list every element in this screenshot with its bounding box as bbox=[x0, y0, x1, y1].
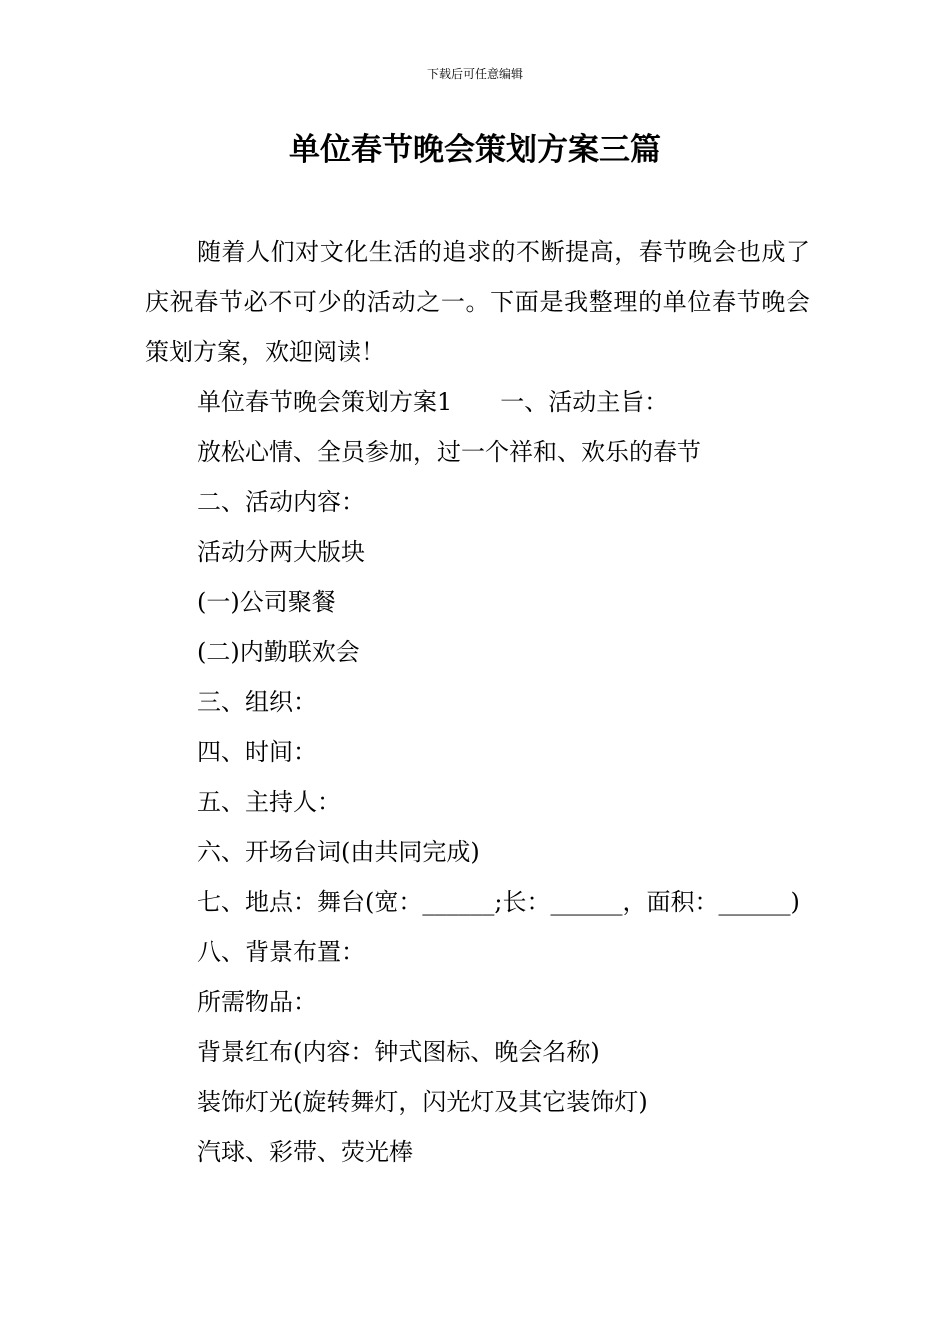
body-line: 五、主持人： bbox=[197, 788, 341, 816]
body-line: 所需物品： bbox=[197, 988, 317, 1016]
body-line: 六、开场台词(由共同完成) bbox=[197, 838, 480, 866]
document-body bbox=[145, 227, 810, 1177]
document-title: 单位春节晚会策划方案三篇 bbox=[289, 132, 661, 168]
body-line: (二)内勤联欢会 bbox=[197, 638, 360, 666]
body-line: 单位春节晚会策划方案1 一、活动主旨： bbox=[197, 388, 669, 416]
body-line: 二、活动内容： bbox=[197, 488, 365, 516]
body-line: 四、时间： bbox=[197, 738, 317, 766]
header-note: 下载后可任意编辑 bbox=[426, 67, 523, 81]
body-line: 背景红布(内容：钟式图标、晚会名称) bbox=[197, 1038, 600, 1066]
body-line: 三、组织： bbox=[197, 688, 317, 716]
body-line: 放松心情、全员参加，过一个祥和、欢乐的春节 bbox=[197, 438, 701, 466]
body-line: 汽球、彩带、荧光棒 bbox=[197, 1138, 413, 1166]
body-line: (一)公司聚餐 bbox=[197, 588, 336, 616]
body-line: 八、背景布置： bbox=[197, 938, 365, 966]
body-line: 装饰灯光(旋转舞灯，闪光灯及其它装饰灯) bbox=[197, 1088, 648, 1116]
intro-paragraph: 随着人们对文化生活的追求的不断提高，春节晚会也成了庆祝春节必不可少的活动之一。下面是我整理的单位春节晚会策划方案，欢迎阅读！ bbox=[145, 238, 810, 366]
body-line: 活动分两大版块 bbox=[197, 538, 365, 566]
venue-line: 七、地点：舞台(宽：______;长：______，面积：______) bbox=[197, 888, 800, 916]
